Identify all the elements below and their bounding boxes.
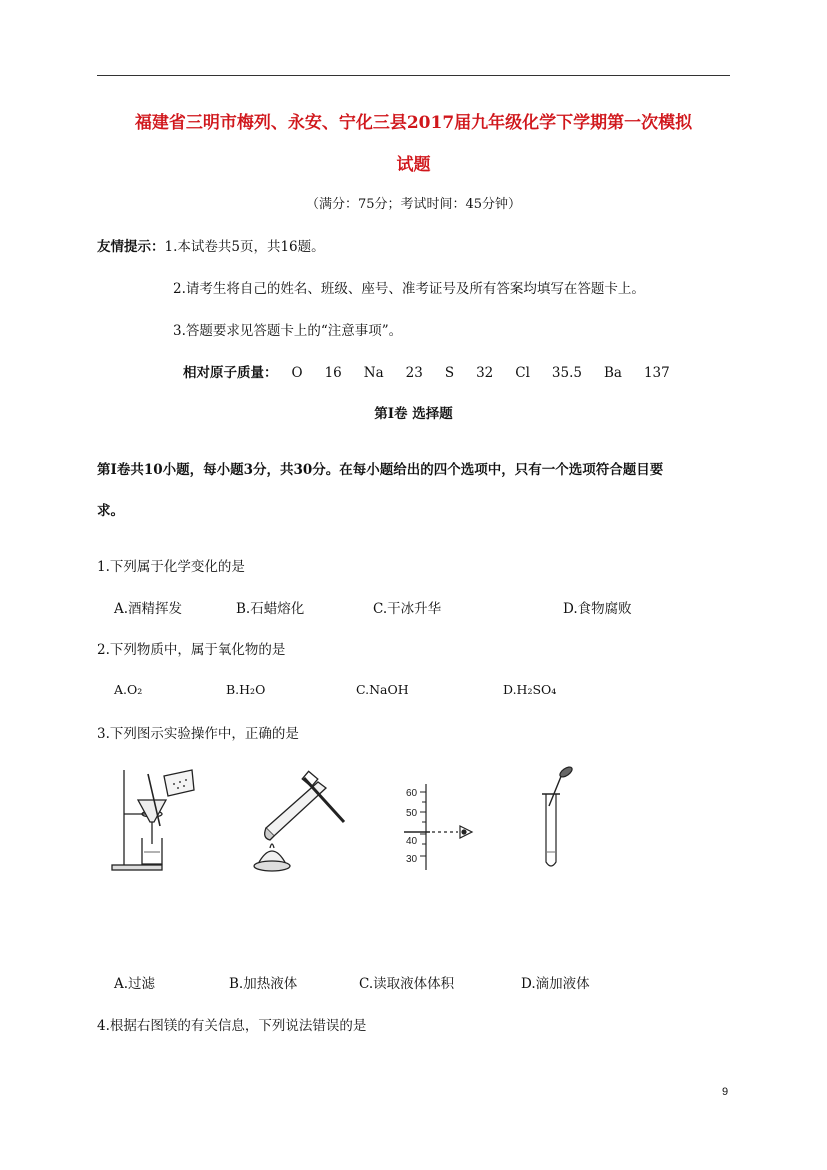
tip-item-1: 1.本试卷共5页，共16题。 bbox=[164, 239, 325, 255]
q2-option-a: A.O₂ bbox=[114, 682, 143, 697]
atomic-mass-value: Ba bbox=[603, 365, 622, 381]
exam-title-line2: 试题 bbox=[396, 155, 431, 175]
q3-option-d: D.滴加液体 bbox=[521, 976, 590, 992]
q2-option-c: C.NaOH bbox=[356, 682, 409, 697]
filtration-figure bbox=[108, 766, 200, 874]
q2-option-b: B.H₂O bbox=[226, 682, 266, 697]
question-2-stem: 2.下列物质中，属于氧化物的是 bbox=[97, 642, 286, 658]
atomic-mass-line bbox=[183, 361, 692, 381]
atomic-mass-value: Na bbox=[363, 365, 384, 381]
tip-item-3: 3.答题要求见答题卡上的“注意事项”。 bbox=[173, 323, 403, 339]
section-desc-line1: 第Ⅰ卷共10小题，每小题3分，共30分。在每小题给出的四个选项中，只有一个选项符合题目要 bbox=[97, 462, 664, 478]
q1-option-d: D.食物腐败 bbox=[563, 601, 632, 617]
atomic-mass-label: 相对原子质量： bbox=[183, 365, 278, 381]
dropping-liquid-figure bbox=[524, 766, 580, 874]
atomic-mass-value: 16 bbox=[324, 365, 342, 381]
atomic-mass-value: 137 bbox=[643, 365, 670, 381]
tip-item-2: 2.请考生将自己的姓名、班级、座号、准考证号及所有答案均填写在答题卡上。 bbox=[173, 281, 645, 297]
section-desc-line2: 求。 bbox=[97, 503, 124, 519]
tips-label: 友情提示： bbox=[97, 239, 165, 255]
q1-option-c: C.干冰升华 bbox=[373, 601, 442, 617]
page-number: 9 bbox=[722, 1086, 729, 1098]
cylinder-tick-40: 40 bbox=[406, 836, 418, 847]
question-1-stem: 1.下列属于化学变化的是 bbox=[97, 559, 245, 575]
exam-title-line1: 福建省三明市梅列、永安、宁化三县2017届九年级化学下学期第一次模拟 bbox=[134, 113, 693, 133]
atomic-mass-value: Cl bbox=[515, 365, 530, 381]
atomic-mass-value: 32 bbox=[476, 365, 494, 381]
q3-option-a: A.过滤 bbox=[114, 976, 156, 992]
q3-option-b: B.加热液体 bbox=[229, 976, 298, 992]
tips-line1 bbox=[97, 235, 325, 255]
graduated-cylinder-figure bbox=[400, 782, 480, 874]
cylinder-tick-30: 30 bbox=[406, 854, 418, 865]
exam-subtitle: （满分：75分；考试时间：45分钟） bbox=[305, 197, 522, 212]
q1-option-b: B.石蜡熔化 bbox=[236, 601, 305, 617]
q1-option-a: A.酒精挥发 bbox=[114, 601, 183, 617]
cylinder-tick-60: 60 bbox=[406, 788, 418, 799]
atomic-mass-value: S bbox=[444, 365, 455, 381]
question-4-stem: 4.根据右图镁的有关信息，下列说法错误的是 bbox=[97, 1018, 367, 1034]
section-title: 第Ⅰ卷 选择题 bbox=[374, 406, 453, 422]
atomic-mass-value: 23 bbox=[405, 365, 423, 381]
heating-liquid-figure bbox=[244, 768, 354, 874]
q3-option-c: C.读取液体体积 bbox=[359, 976, 455, 992]
question-3-stem: 3.下列图示实验操作中，正确的是 bbox=[97, 726, 299, 742]
atomic-mass-value: O bbox=[291, 365, 303, 381]
cylinder-tick-50: 50 bbox=[406, 808, 418, 819]
atomic-mass-value: 35.5 bbox=[551, 365, 582, 381]
header-rule bbox=[97, 75, 730, 76]
q2-option-d: D.H₂SO₄ bbox=[503, 682, 557, 697]
